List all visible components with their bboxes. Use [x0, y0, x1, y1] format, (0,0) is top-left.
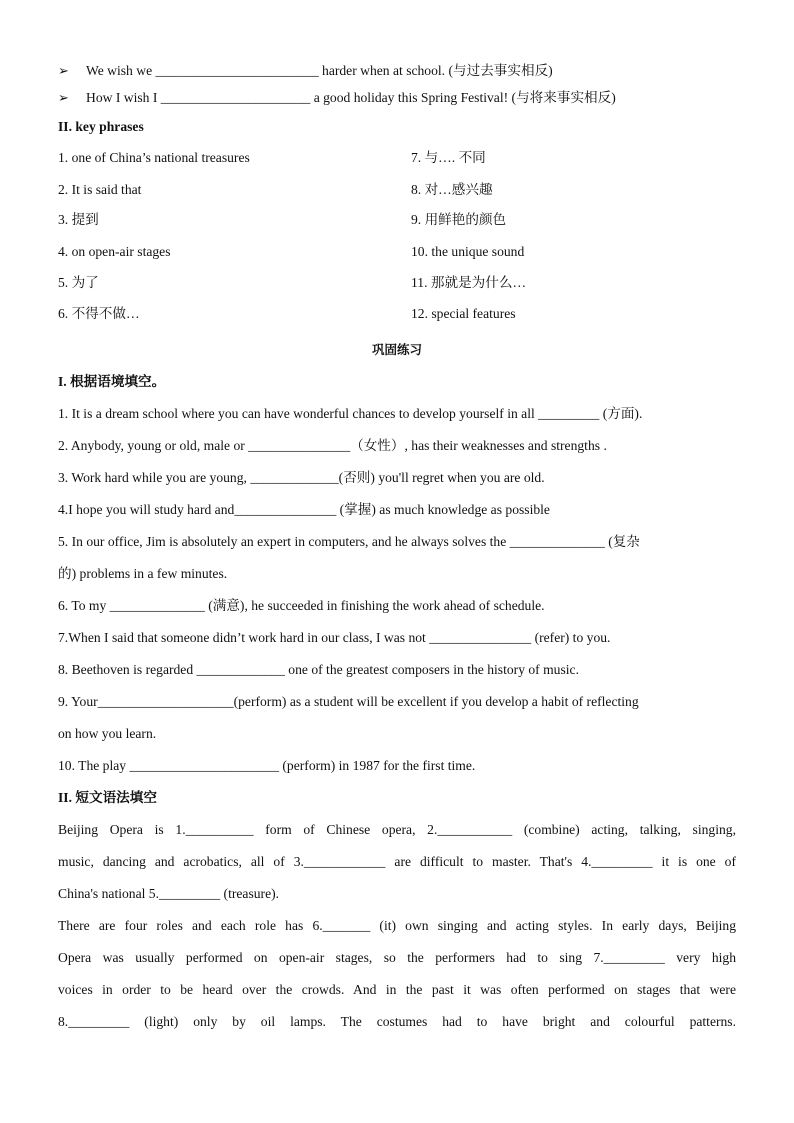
passage-line-2: music, dancing and acrobatics, all of 3.____________ are difficult to master. That's 4._________ it is one of: [58, 854, 736, 869]
exercise-3: 3. Work hard while you are young, _____________(否则) you'll regret when you are old.: [58, 470, 545, 485]
passage-line-6: voices in order to be heard over the crowds. And in the past it was often performed on stages that were: [58, 982, 736, 997]
section1-heading: I. 根据语境填空。: [58, 374, 166, 389]
exercise-9-continued: on how you learn.: [58, 726, 157, 741]
exercise-1: 1. It is a dream school where you can have wonderful chances to develop yourself in all _________ (方面).: [58, 406, 643, 421]
passage-line-1: Beijing Opera is 1.__________ form of Chinese opera, 2.___________ (combine) acting, talking, singing,: [58, 822, 736, 837]
arrow-bullet-icon: ➢: [58, 91, 69, 106]
exercise-8: 8. Beethoven is regarded _____________ one of the greatest composers in the history of music.: [58, 662, 579, 677]
key-phrase-9: 9. 用鲜艳的颜色: [411, 212, 507, 227]
key-phrase-7: 7. 与…. 不同: [411, 150, 486, 165]
exercise-10: 10. The play ______________________ (perform) in 1987 for the first time.: [58, 758, 476, 773]
key-phrase-5: 5. 为了: [58, 275, 99, 290]
key-phrase-6: 6. 不得不做…: [58, 306, 140, 321]
wish-line-2-text: How I wish I ______________________ a good holiday this Spring Festival! (与将来事实相反): [86, 90, 616, 105]
key-phrase-11: 11. 那就是为什么…: [411, 275, 527, 290]
key-phrase-12: 12. special features: [411, 306, 516, 321]
passage-line-5: Opera was usually performed on open-air stages, so the performers had to sing 7._________ very high: [58, 950, 736, 965]
wish-line-1: [58, 61, 553, 82]
key-phrase-3: 3. 提到: [58, 212, 99, 227]
key-phrase-10: 10. the unique sound: [411, 244, 525, 259]
key-phrase-4: 4. on open-air stages: [58, 244, 171, 259]
key-phrase-8: 8. 对…感兴趣: [411, 182, 493, 197]
arrow-bullet-icon: ➢: [58, 64, 69, 79]
key-phrase-2: 2. It is said that: [58, 182, 142, 197]
exercise-7: 7.When I said that someone didn’t work hard in our class, I was not _______________ (refer) to you.: [58, 630, 611, 645]
exercise-5-continued: 的) problems in a few minutes.: [58, 566, 228, 581]
section2-heading: II. 短文语法填空: [58, 790, 157, 805]
passage-line-3: China's national 5._________ (treasure).: [58, 886, 280, 901]
exercise-2: 2. Anybody, young or old, male or _______________（女性）, has their weaknesses and strengths .: [58, 438, 607, 453]
wish-line-2: [58, 88, 616, 109]
key-phrase-1: 1. one of China’s national treasures: [58, 150, 250, 165]
practice-title: 巩固练习: [371, 343, 422, 357]
exercise-4: 4.I hope you will study hard and_______________ (掌握) as much knowledge as possible: [58, 502, 550, 517]
passage-line-7: 8._________ (light) only by oil lamps. The costumes had to have bright and colourful patterns.: [58, 1014, 736, 1029]
exercise-5: 5. In our office, Jim is absolutely an expert in computers, and he always solves the ______________ (复杂: [58, 534, 640, 549]
exercise-9: 9. Your____________________(perform) as a student will be excellent if you develop a habit of reflecting: [58, 694, 639, 709]
key-phrases-heading: II. key phrases: [58, 119, 144, 134]
exercise-6: 6. To my ______________ (满意), he succeeded in finishing the work ahead of schedule.: [58, 598, 545, 613]
passage-line-4: There are four roles and each role has 6._______ (it) own singing and acting styles. In early days, Beijing: [58, 918, 736, 933]
wish-line-1-text: We wish we ________________________ harder when at school. (与过去事实相反): [86, 63, 553, 78]
